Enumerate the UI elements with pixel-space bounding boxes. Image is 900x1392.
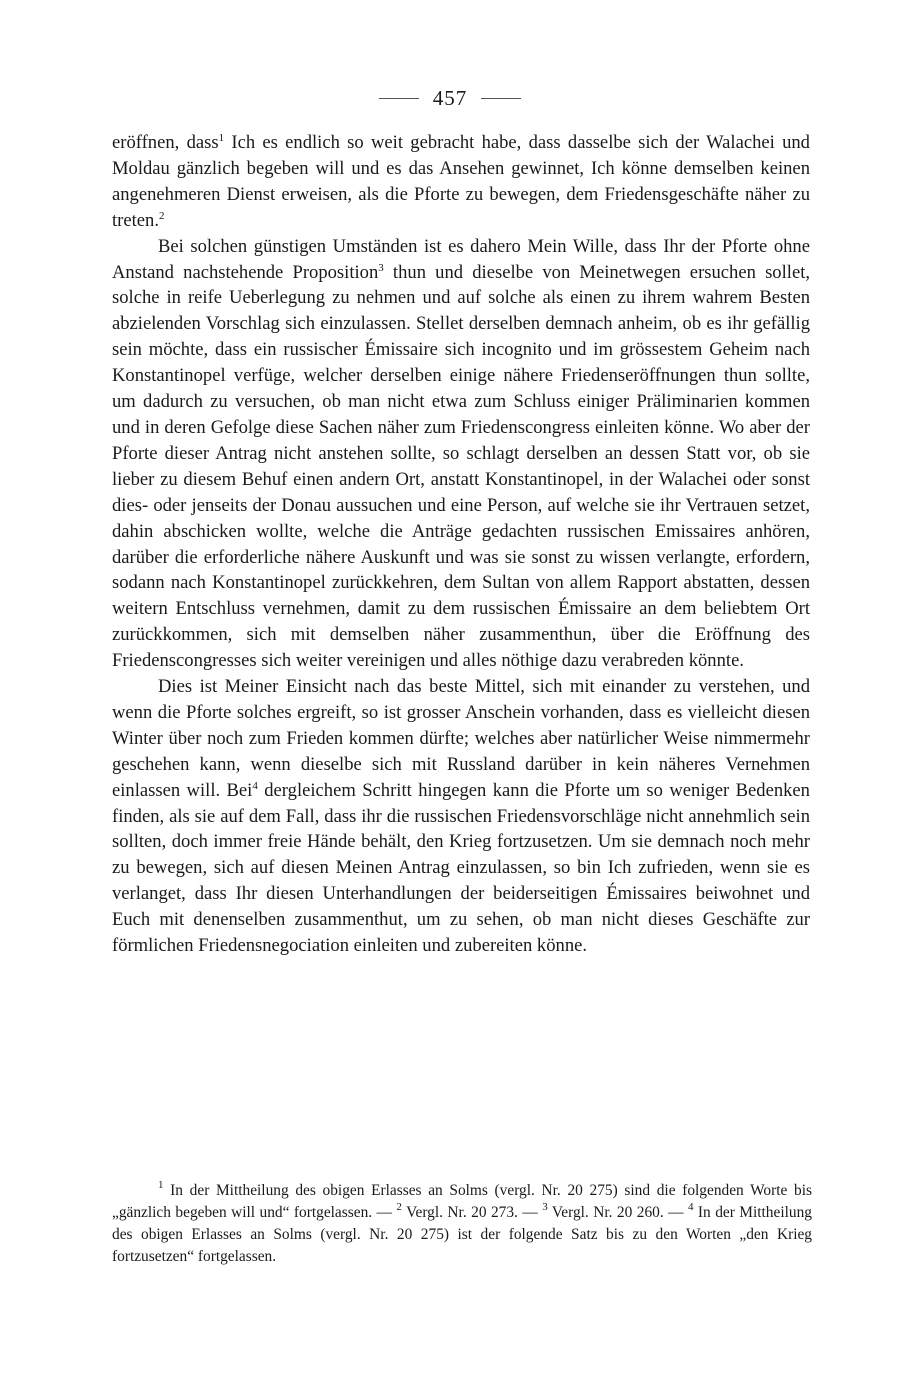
text-run: In der Mittheilung des obigen Erlasses an Solms (vergl. Nr. 20 275) ist der folgende Satz bis zu den Worten „den Krieg fortzusetzen“ fortgelassen. xyxy=(112,1204,812,1265)
footnote-marker: 3 xyxy=(378,261,384,274)
paragraph-3 xyxy=(112,674,810,959)
footnote-marker: 3 xyxy=(542,1201,548,1213)
header-rule-right xyxy=(481,98,521,99)
text-run: thun und dieselbe von Meinetwegen ersuchen sollet, solche in reife Ueberlegung zu nehmen und auf solche als einen zu ihrem wahrem Besten abzielenden Vorschlag sich einzulassen. Stellet derselben demnach anheim, ob es ihr gefällig sein möchte, dass ein russischer Émissaire sich incognito und im grössestem Geheim nach Konstantinopel verfüge, welcher derselben einige nähere Friedenseröffnungen thun sollte, um dadurch zu versuchen, ob man nicht etwa zum Schluss einiger Präliminarien kommen und in deren Gefolge diese Sachen näher zum Friedenscongress einleiten könne. Wo aber der Pforte dieser Antrag nicht anstehen sollte, so schlagt derselben an dessen Statt vor, ob sie lieber zu diesem Behuf einen andern Ort, anstatt Konstantinopel, in der Walachei oder sonst dies- oder jenseits der Donau aussuchen und eine Person, auf welche sie ihr Vertrauen setzet, dahin abschicken wollte, welche die Anträge gedachten russischen Emissaires anhören, darüber die erforderliche nähere Auskunft und was sie sonst zu wissen verlangte, erfordern, sodann nach Konstantinopel zurückkehren, dem Sultan von allem Rapport abstatten, dessen weitern Entschluss vernehmen, damit zu dem russischen Émissaire an dem beliebtem Ort zurückkommen, sich mit demselben näher zusammenthun, über die Eröffnung des Friedenscongresses sich weiter vereinigen und alles nöthige dazu verabreden könnte. xyxy=(112,261,811,672)
text-run: Bei solchen günstigen Umständen ist es dahero Mein Wille, dass Ihr der Pforte ohne Anstand nachstehende Proposition xyxy=(112,235,810,283)
text-run: Vergl. Nr. 20 260. — xyxy=(547,1204,688,1221)
text-run: In der Mittheilung des obigen Erlasses an Solms (vergl. Nr. 20 275) sind die folgenden Worte bis „gänzlich begeben will und“ fortgelassen. — xyxy=(112,1182,812,1221)
footnotes xyxy=(112,1180,812,1268)
page-number: 457 xyxy=(432,86,468,110)
footnote-marker: 1 xyxy=(158,1179,164,1191)
main-text xyxy=(112,130,810,959)
footnote-text xyxy=(112,1180,812,1268)
footnote-marker: 4 xyxy=(687,1201,694,1213)
page-header xyxy=(0,86,900,111)
footnote-marker: 4 xyxy=(252,779,258,792)
footnote-marker: 2 xyxy=(396,1201,402,1213)
text-run: dergleichem Schritt hingegen kann die Pforte um so weniger Bedenken finden, als sie auf dem Fall, dass ihr die russischen Friedensvorschläge nicht annehmlich sein sollten, doch immer freie Hände behält, den Krieg fortzusetzen. Um sie demnach noch mehr zu bewegen, sich auf diesen Meinen Antrag einzulassen, so bin Ich zufrieden, wenn sie es verlanget, dass Ihr diesen Unterhandlungen der beiderseitigen Émissaires beiwohnet und Euch mit denenselben zusammenthut, um zu sehen, ob man nicht dieses Geschäfte zur förmlichen Friedensnegociation einleiten und zubereiten könne. xyxy=(112,779,810,957)
footnote-marker: 2 xyxy=(158,209,165,222)
paragraph-2 xyxy=(112,234,810,674)
text-run: Vergl. Nr. 20 273. — xyxy=(401,1204,543,1221)
text-run: Dies ist Meiner Einsicht nach das beste Mittel, sich mit einander zu verstehen, und wenn die Pforte solches ergreift, so ist grosser Anschein vorhanden, dass es vielleicht diesen Winter über noch zum Frieden kommen dürfte; welches aber natürlicher Weise nimmermehr geschehen kann, wenn dieselbe sich mit Russland darüber in kein näheres Vernehmen einlassen will. Bei xyxy=(112,676,810,801)
text-run: Ich es endlich so weit gebracht habe, dass dasselbe sich der Walachei und Moldau gänzlich begeben will und es das Ansehen gewinnet, Ich könne demselben keinen angenehmeren Dienst erweisen, als die Pforte zu bewegen, dem Friedensgeschäfte näher zu treten. xyxy=(112,132,810,231)
text-run: eröffnen, dass xyxy=(112,132,219,153)
header-rule-left xyxy=(379,98,419,99)
paragraph-1 xyxy=(112,130,810,234)
footnote-marker: 1 xyxy=(218,132,225,144)
